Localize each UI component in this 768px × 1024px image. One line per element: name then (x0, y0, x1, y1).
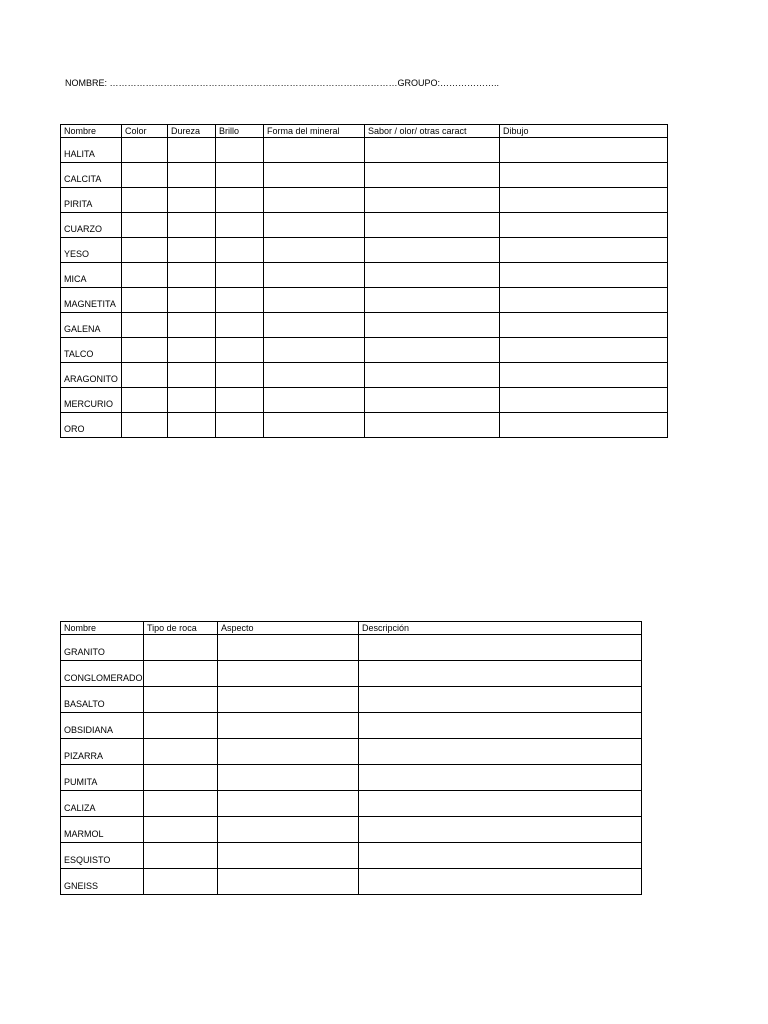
blank-entry-cell[interactable] (365, 213, 500, 238)
row-name-cell: HALITA (61, 138, 122, 163)
row-name-cell: BASALTO (61, 687, 144, 713)
blank-entry-cell[interactable] (359, 739, 642, 765)
rock-row (61, 765, 642, 791)
rock-row (61, 687, 642, 713)
row-name-cell: ORO (61, 413, 122, 438)
blank-entry-cell[interactable] (122, 388, 168, 413)
blank-entry-cell[interactable] (218, 713, 359, 739)
blank-entry-cell[interactable] (500, 388, 668, 413)
blank-entry-cell[interactable] (359, 869, 642, 895)
blank-entry-cell[interactable] (122, 138, 168, 163)
blank-entry-cell[interactable] (359, 843, 642, 869)
blank-entry-cell[interactable] (122, 213, 168, 238)
mineral-row (61, 338, 668, 363)
mineral-row (61, 163, 668, 188)
blank-entry-cell[interactable] (500, 188, 668, 213)
blank-entry-cell[interactable] (122, 238, 168, 263)
blank-entry-cell[interactable] (216, 213, 264, 238)
blank-entry-cell[interactable] (144, 869, 218, 895)
blank-entry-cell[interactable] (168, 313, 216, 338)
blank-entry-cell[interactable] (365, 263, 500, 288)
minerals-table-body (61, 138, 668, 438)
column-header: Dibujo (500, 125, 668, 138)
blank-entry-cell[interactable] (168, 338, 216, 363)
column-header: Sabor / olor/ otras caract (365, 125, 500, 138)
blank-entry-cell[interactable] (122, 188, 168, 213)
blank-entry-cell[interactable] (264, 363, 365, 388)
blank-entry-cell[interactable] (264, 138, 365, 163)
row-name-cell: CALCITA (61, 163, 122, 188)
column-header: Aspecto (218, 622, 359, 635)
blank-entry-cell[interactable] (365, 338, 500, 363)
blank-entry-cell[interactable] (168, 263, 216, 288)
mineral-row (61, 388, 668, 413)
column-header: Nombre (61, 125, 122, 138)
blank-entry-cell[interactable] (264, 388, 365, 413)
blank-entry-cell[interactable] (500, 163, 668, 188)
blank-entry-cell[interactable] (365, 313, 500, 338)
student-info-line (65, 78, 499, 88)
row-name-cell: MAGNETITA (61, 288, 122, 313)
rock-row (61, 661, 642, 687)
row-name-cell: YESO (61, 238, 122, 263)
blank-entry-cell[interactable] (144, 635, 218, 661)
blank-entry-cell[interactable] (359, 687, 642, 713)
blank-entry-cell[interactable] (264, 163, 365, 188)
mineral-row (61, 313, 668, 338)
blank-entry-cell[interactable] (218, 635, 359, 661)
nombre-blank[interactable]: …………………………………………………………………………………… (109, 78, 398, 88)
blank-entry-cell[interactable] (144, 765, 218, 791)
blank-entry-cell[interactable] (218, 739, 359, 765)
blank-entry-cell[interactable] (168, 213, 216, 238)
column-header: Dureza (168, 125, 216, 138)
row-name-cell: GALENA (61, 313, 122, 338)
mineral-row (61, 413, 668, 438)
blank-entry-cell[interactable] (122, 313, 168, 338)
blank-entry-cell[interactable] (365, 363, 500, 388)
column-header: Forma del mineral (264, 125, 365, 138)
row-name-cell: CUARZO (61, 213, 122, 238)
mineral-row (61, 263, 668, 288)
rock-row (61, 713, 642, 739)
blank-entry-cell[interactable] (359, 817, 642, 843)
blank-entry-cell[interactable] (264, 238, 365, 263)
blank-entry-cell[interactable] (500, 138, 668, 163)
blank-entry-cell[interactable] (168, 288, 216, 313)
nombre-label: NOMBRE: (65, 78, 110, 88)
blank-entry-cell[interactable] (359, 791, 642, 817)
blank-entry-cell[interactable] (122, 338, 168, 363)
rock-row (61, 817, 642, 843)
blank-entry-cell[interactable] (168, 363, 216, 388)
blank-entry-cell[interactable] (500, 338, 668, 363)
blank-entry-cell[interactable] (216, 138, 264, 163)
blank-entry-cell[interactable] (168, 163, 216, 188)
row-name-cell: TALCO (61, 338, 122, 363)
blank-entry-cell[interactable] (264, 263, 365, 288)
blank-entry-cell[interactable] (216, 163, 264, 188)
blank-entry-cell[interactable] (218, 687, 359, 713)
blank-entry-cell[interactable] (122, 413, 168, 438)
blank-entry-cell[interactable] (264, 188, 365, 213)
blank-entry-cell[interactable] (144, 713, 218, 739)
column-header: Descripción (359, 622, 642, 635)
blank-entry-cell[interactable] (122, 288, 168, 313)
blank-entry-cell[interactable] (500, 313, 668, 338)
blank-entry-cell[interactable] (216, 238, 264, 263)
blank-entry-cell[interactable] (264, 213, 365, 238)
blank-entry-cell[interactable] (365, 238, 500, 263)
row-name-cell: GRANITO (61, 635, 144, 661)
blank-entry-cell[interactable] (359, 635, 642, 661)
blank-entry-cell[interactable] (365, 413, 500, 438)
blank-entry-cell[interactable] (264, 288, 365, 313)
minerals-header-row (61, 125, 668, 138)
minerals-table (60, 124, 668, 438)
blank-entry-cell[interactable] (264, 338, 365, 363)
blank-entry-cell[interactable] (264, 313, 365, 338)
mineral-row (61, 138, 668, 163)
column-header: Color (122, 125, 168, 138)
rock-row (61, 635, 642, 661)
grupo-label: GROUPO: (397, 78, 441, 88)
blank-entry-cell[interactable] (365, 288, 500, 313)
rock-row (61, 791, 642, 817)
blank-entry-cell[interactable] (218, 791, 359, 817)
blank-entry-cell[interactable] (500, 363, 668, 388)
blank-entry-cell[interactable] (216, 363, 264, 388)
column-header: Nombre (61, 622, 144, 635)
blank-entry-cell[interactable] (122, 163, 168, 188)
mineral-row (61, 213, 668, 238)
blank-entry-cell[interactable] (216, 188, 264, 213)
blank-entry-cell[interactable] (218, 765, 359, 791)
blank-entry-cell[interactable] (365, 163, 500, 188)
blank-entry-cell[interactable] (218, 869, 359, 895)
blank-entry-cell[interactable] (144, 687, 218, 713)
blank-entry-cell[interactable] (500, 413, 668, 438)
blank-entry-cell[interactable] (216, 413, 264, 438)
blank-entry-cell[interactable] (218, 843, 359, 869)
row-name-cell: OBSIDIANA (61, 713, 144, 739)
row-name-cell: MERCURIO (61, 388, 122, 413)
blank-entry-cell[interactable] (500, 213, 668, 238)
blank-entry-cell[interactable] (359, 661, 642, 687)
mineral-row (61, 288, 668, 313)
blank-entry-cell[interactable] (122, 263, 168, 288)
blank-entry-cell[interactable] (216, 263, 264, 288)
row-name-cell: MARMOL (61, 817, 144, 843)
row-name-cell: CONGLOMERADO (61, 661, 144, 687)
rock-row (61, 869, 642, 895)
row-name-cell: PIZARRA (61, 739, 144, 765)
blank-entry-cell[interactable] (365, 138, 500, 163)
row-name-cell: ESQUISTO (61, 843, 144, 869)
blank-entry-cell[interactable] (168, 413, 216, 438)
blank-entry-cell[interactable] (365, 388, 500, 413)
blank-entry-cell[interactable] (500, 238, 668, 263)
mineral-row (61, 188, 668, 213)
blank-entry-cell[interactable] (264, 413, 365, 438)
grupo-blank[interactable]: ……………….. (440, 78, 500, 88)
blank-entry-cell[interactable] (168, 188, 216, 213)
blank-entry-cell[interactable] (168, 138, 216, 163)
blank-entry-cell[interactable] (144, 791, 218, 817)
blank-entry-cell[interactable] (359, 765, 642, 791)
blank-entry-cell[interactable] (500, 288, 668, 313)
blank-entry-cell[interactable] (365, 188, 500, 213)
blank-entry-cell[interactable] (168, 238, 216, 263)
rocks-header-row (61, 622, 642, 635)
blank-entry-cell[interactable] (500, 263, 668, 288)
blank-entry-cell[interactable] (144, 817, 218, 843)
blank-entry-cell[interactable] (216, 288, 264, 313)
row-name-cell: CALIZA (61, 791, 144, 817)
row-name-cell: GNEISS (61, 869, 144, 895)
blank-entry-cell[interactable] (216, 338, 264, 363)
mineral-row (61, 238, 668, 263)
rocks-table (60, 621, 642, 895)
blank-entry-cell[interactable] (144, 843, 218, 869)
blank-entry-cell[interactable] (122, 363, 168, 388)
blank-entry-cell[interactable] (168, 388, 216, 413)
blank-entry-cell[interactable] (218, 817, 359, 843)
rocks-table-body (61, 635, 642, 895)
blank-entry-cell[interactable] (144, 661, 218, 687)
blank-entry-cell[interactable] (144, 739, 218, 765)
row-name-cell: PIRITA (61, 188, 122, 213)
blank-entry-cell[interactable] (216, 388, 264, 413)
blank-entry-cell[interactable] (359, 713, 642, 739)
blank-entry-cell[interactable] (218, 661, 359, 687)
row-name-cell: ARAGONITO (61, 363, 122, 388)
column-header: Brillo (216, 125, 264, 138)
row-name-cell: MICA (61, 263, 122, 288)
rock-row (61, 739, 642, 765)
row-name-cell: PUMITA (61, 765, 144, 791)
column-header: Tipo de roca (144, 622, 218, 635)
blank-entry-cell[interactable] (216, 313, 264, 338)
mineral-row (61, 363, 668, 388)
rock-row (61, 843, 642, 869)
